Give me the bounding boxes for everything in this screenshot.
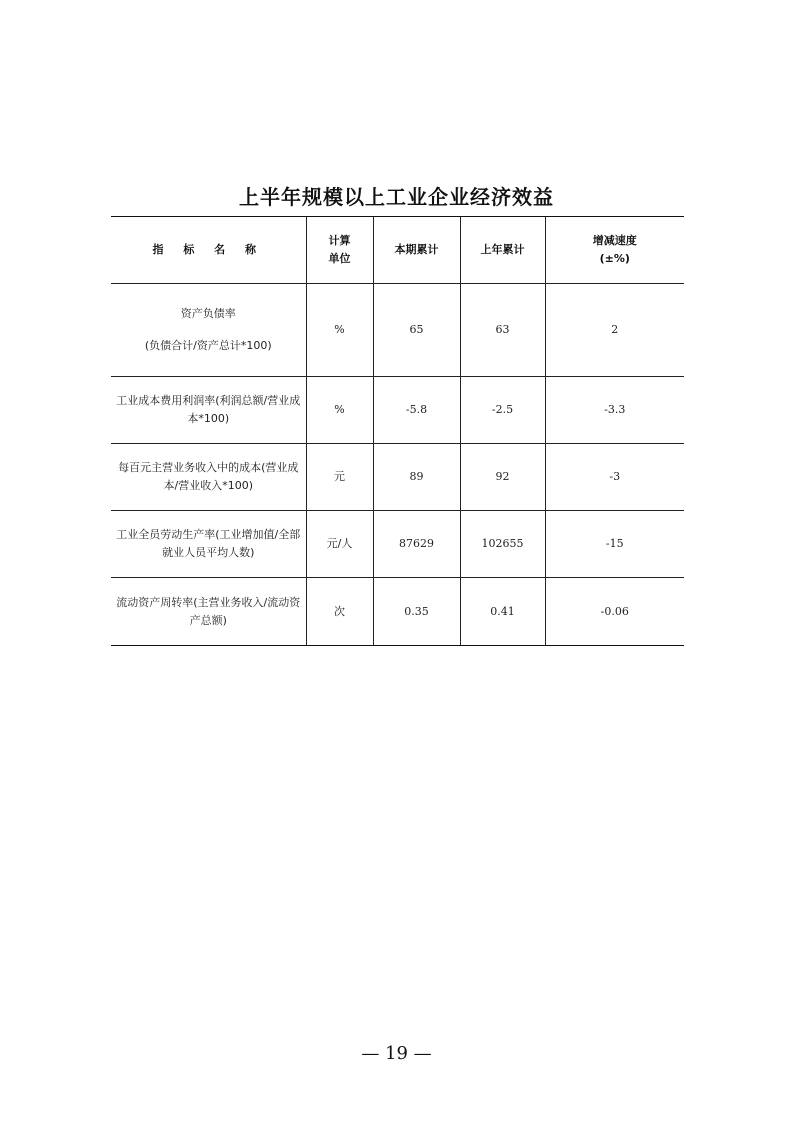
header-indicator-name: 指 标 名 称 [111,217,306,284]
table-row [111,511,684,578]
row-change-value: -0.06 [545,578,684,646]
row-unit: 次 [306,578,373,646]
row-current-value: -5.8 [373,377,460,444]
row-change-value: 2 [545,284,684,377]
row-unit: % [306,377,373,444]
row-indicator-main: 资产负债率 [180,307,236,320]
header-unit [306,217,373,284]
row-current-value: 89 [373,444,460,511]
row-unit: 元/人 [306,511,373,578]
row-previous-value: -2.5 [460,377,545,444]
table-header-row [111,217,684,284]
economic-benefits-table [111,216,684,646]
table-row [111,377,684,444]
row-indicator-name [111,284,306,377]
row-indicator-name: 流动资产周转率(主营业务收入/流动资产总额) [111,578,306,646]
header-unit-line2: 单位 [328,252,351,265]
header-current-cumulative: 本期累计 [373,217,460,284]
row-current-value: 65 [373,284,460,377]
row-unit: 元 [306,444,373,511]
row-previous-value: 92 [460,444,545,511]
row-current-value: 0.35 [373,578,460,646]
table-row [111,284,684,377]
table-row [111,578,684,646]
row-change-value: -3.3 [545,377,684,444]
row-change-value: -3 [545,444,684,511]
document-title: 上半年规模以上工业企业经济效益 [239,185,554,209]
table-row [111,444,684,511]
row-current-value: 87629 [373,511,460,578]
header-change-rate [545,217,684,284]
row-indicator-name: 工业成本费用利润率(利润总额/营业成本*100) [111,377,306,444]
header-unit-line1: 计算 [328,234,351,247]
row-indicator-name: 每百元主营业务收入中的成本(营业成本/营业收入*100) [111,444,306,511]
page-number: — 19 — [361,1043,432,1064]
row-previous-value: 63 [460,284,545,377]
row-previous-value: 0.41 [460,578,545,646]
header-change-line2: (±%) [599,252,630,265]
header-change-line1: 增减速度 [592,234,637,247]
header-previous-cumulative: 上年累计 [460,217,545,284]
row-unit: % [306,284,373,377]
row-indicator-formula: (负债合计/资产总计*100) [144,339,272,352]
row-indicator-name: 工业全员劳动生产率(工业增加值/全部就业人员平均人数) [111,511,306,578]
row-change-value: -15 [545,511,684,578]
row-previous-value: 102655 [460,511,545,578]
